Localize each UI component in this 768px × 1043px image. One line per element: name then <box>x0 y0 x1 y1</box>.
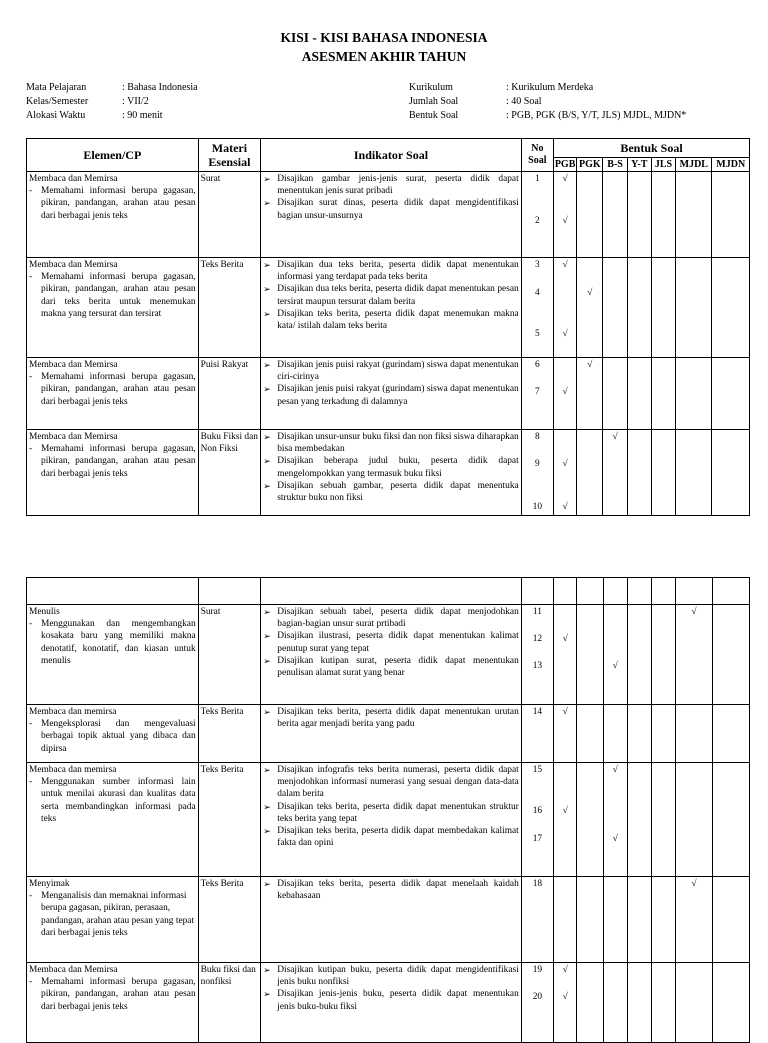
check-pgb: √ <box>554 605 577 705</box>
meta-left <box>26 81 198 123</box>
meta-value: : Bahasa Indonesia <box>122 82 198 93</box>
header-col-pgk: PGK <box>577 158 603 172</box>
elemen-cell: Membaca dan Memirsa - Memahami informasi berupa gagasan, pikiran, pandangan, arahan atau pesan dari berbagai jenis teks <box>27 172 199 258</box>
table-row <box>27 763 750 877</box>
header-col-yt: Y-T <box>627 158 651 172</box>
table-row <box>27 877 750 963</box>
meta-label: Bentuk Soal <box>409 110 459 121</box>
meta-value: : 90 menit <box>122 110 163 121</box>
header-col-bs: B-S <box>603 158 627 172</box>
no-soal-cell: 15 16 17 <box>521 763 553 877</box>
check-mjdl: √ <box>676 877 712 963</box>
materi-cell: Teks Berita <box>198 258 261 358</box>
elemen-cell: Menyimak - Menganalisis dan memaknai informasi berupa gagasan, pikiran, perasaan, pandangan, arahan atau pesan yang tepat dari berbagai jenis teks <box>27 877 199 963</box>
materi-cell: Buku Fiksi dan Non Fiksi <box>198 430 261 516</box>
document-subtitle: ASESMEN AKHIR TAHUN <box>301 49 467 64</box>
elemen-cell: Membaca dan Memirsa - Memahami informasi berupa gagasan, pikiran, pandangan, arahan atau pesan dari berbagai jenis teks <box>27 358 199 430</box>
check-bs: √ <box>603 605 627 705</box>
indikator-cell: ➢ Disajikan unsur-unsur buku fiksi dan non fiksi siswa diharapkan bisa membedakan ➢ Disajikan beberapa judul buku, peserta didik dapat mengelompokkan yang termasuk buku fiksi ➢ Disajikan sebuah gambar, peserta didik dapat menentuka struktur buku non fiksi <box>261 430 521 516</box>
elemen-cell: Membaca dan Memirsa - Memahami informasi berupa gagasan, pikiran, pandangan, arahan atau pesan dari berbagai jenis teks <box>27 430 199 516</box>
table-row <box>27 963 750 1043</box>
no-soal-cell: 6 7 <box>521 358 553 430</box>
check-pgb: √ √ <box>554 963 577 1043</box>
materi-cell: Surat <box>198 605 261 705</box>
no-soal-cell: 1 2 <box>521 172 553 258</box>
no-soal-cell: 19 20 <box>521 963 553 1043</box>
check-pgk: √ <box>577 258 603 358</box>
indikator-cell: ➢ Disajikan sebuah tabel, peserta didik dapat menjodohkan bagian-bagian unsur surat prtibadi ➢ Disajikan ilustrasi, peserta didik dapat menentukan kalimat penutup surat yang tepat ➢ Disajikan kutipan surat, peserta didik dapat menentukan penulisan alamat surat yang benar <box>261 605 522 705</box>
header-elemen: Elemen/CP <box>27 139 199 172</box>
kisi-table-page2 <box>26 577 750 1043</box>
no-soal-cell: 3 4 5 <box>521 258 553 358</box>
indikator-cell: ➢ Disajikan teks berita, peserta didik dapat menentukan urutan berita agar menjadi berita yang padu <box>261 705 522 763</box>
materi-cell: Teks Berita <box>198 705 261 763</box>
check-pgb: √ <box>554 705 577 763</box>
elemen-cell: Membaca dan memirsa - Menggunakan sumber informasi lain untuk menilai akurasi dan kualitas data serta membandingkan informasi pada teks <box>27 763 199 877</box>
meta-value: : VII/2 <box>122 96 149 107</box>
header-col-pgb: PGB <box>554 158 576 170</box>
meta-label: Kelas/Semester <box>26 96 89 107</box>
materi-cell: Teks Berita <box>198 877 261 963</box>
materi-cell: Surat <box>198 172 261 258</box>
meta-label: Kurikulum <box>409 82 453 93</box>
table-row <box>27 172 750 258</box>
elemen-cell: Membaca dan memirsa - Mengeksplorasi dan mengevaluasi berbagai topik aktual yang dibaca dan dipirsa <box>27 705 199 763</box>
document-title: KISI - KISI BAHASA INDONESIA <box>280 30 488 45</box>
elemen-cell: Membaca dan Memirsa - Memahami informasi berupa gagasan, pikiran, pandangan, arahan atau pesan dari berbagai jenis teks <box>27 963 199 1043</box>
header-col-mjdn: MJDN <box>712 158 750 172</box>
header-bentuk-soal: Bentuk Soal <box>554 139 750 158</box>
header-indikator: Indikator Soal <box>261 139 521 172</box>
check-mjdl: √ <box>676 605 712 705</box>
indikator-cell: ➢ Disajikan jenis puisi rakyat (gurindam) siswa dapat menentukan ciri-cirinya ➢ Disajikan jenis puisi rakyat (gurindam) siswa dapat menentukan pesan yang terkadung di dalamnya <box>261 358 521 430</box>
check-bs: √ <box>603 430 627 516</box>
check-bs: √ √ <box>603 763 627 877</box>
check-pgb: √ √ <box>554 172 577 258</box>
header-no-soal: No Soal <box>521 139 553 172</box>
no-soal-cell: 18 <box>521 877 553 963</box>
table-row <box>27 705 750 763</box>
check-pgb: √ √ <box>554 258 577 358</box>
meta-value: : PGB, PGK (B/S, Y/T, JLS) MJDL, MJDN* <box>506 110 687 121</box>
indikator-cell: ➢ Disajikan teks berita, peserta didik dapat menelaah kaidah kebahasaan <box>261 877 522 963</box>
table-row <box>27 430 750 516</box>
meta-label: Jumlah Soal <box>409 96 459 107</box>
materi-cell: Buku fiksi dan nonfiksi <box>198 963 261 1043</box>
table-row <box>27 358 750 430</box>
check-pgb: √ √ <box>554 430 577 516</box>
kisi-table-page1 <box>26 138 750 516</box>
meta-value: : 40 Soal <box>506 96 542 107</box>
empty-header-row <box>27 578 750 605</box>
indikator-cell: ➢ Disajikan dua teks berita, peserta didik dapat menentukan informasi yang terdapat pada teks berita ➢ Disajikan dua teks berita, peserta didik dapat menentukan pesan tersirat maupun tersurat dalam berita ➢ Disajikan teks berita, peserta didik dapat menemukan makna kata/ istilah dalam teks berita <box>261 258 521 358</box>
meta-right <box>409 81 686 123</box>
elemen-cell: Membaca dan Memirsa - Memahami informasi berupa gagasan, pikiran, pandangan, arahan atau pesan dari teks berita untuk menemukan makna yang tersurat dan tersirat <box>27 258 199 358</box>
materi-cell: Puisi Rakyat <box>198 358 261 430</box>
elemen-cell: Menulis - Menggunakan dan mengembangkan kosakata baru yang memiliki makna denotatif, konotatif, dan kiasan untuk menulis <box>27 605 199 705</box>
check-pgb: √ <box>554 358 577 430</box>
header-materi: Materi Esensial <box>198 139 261 172</box>
header-col-mjdl: MJDL <box>676 158 712 172</box>
materi-cell: Teks Berita <box>198 763 261 877</box>
meta-label: Mata Pelajaran <box>26 82 87 93</box>
check-pgk: √ <box>577 358 603 430</box>
no-soal-cell: 14 <box>521 705 553 763</box>
indikator-cell: ➢ Disajikan kutipan buku, peserta didik dapat mengidentifikasi jenis buku nonfiksi ➢ Disajikan jenis-jenis buku, peserta didik dapat menentukan jenis buku-buku fiksi <box>261 963 522 1043</box>
no-soal-cell: 8 9 10 <box>521 430 553 516</box>
meta-label: Alokasi Waktu <box>26 110 86 121</box>
indikator-cell: ➢ Disajikan infografis teks berita numerasi, peserta didik dapat menjodohkan informasi numerasi yang sesuai dengan data-data dalam berita ➢ Disajikan teks berita, peserta didik dapat menentukan struktur teks berita yang tepat ➢ Disajikan teks berita, peserta didik dapat membedakan kalimat fakta dan opini <box>261 763 522 877</box>
table-row <box>27 258 750 358</box>
meta-value: : Kurikulum Merdeka <box>506 82 594 93</box>
table-row <box>27 605 750 705</box>
check-pgb: √ <box>554 763 577 877</box>
header-col-jls: JLS <box>651 158 675 172</box>
indikator-cell: ➢ Disajikan gambar jenis-jenis surat, peserta didik dapat menentukan jenis surat pribadi ➢ Disajikan surat dinas, peserta didik dapat mengidentifikasi bagian unsur-unsurnya <box>261 172 521 258</box>
no-soal-cell: 11 12 13 <box>521 605 553 705</box>
